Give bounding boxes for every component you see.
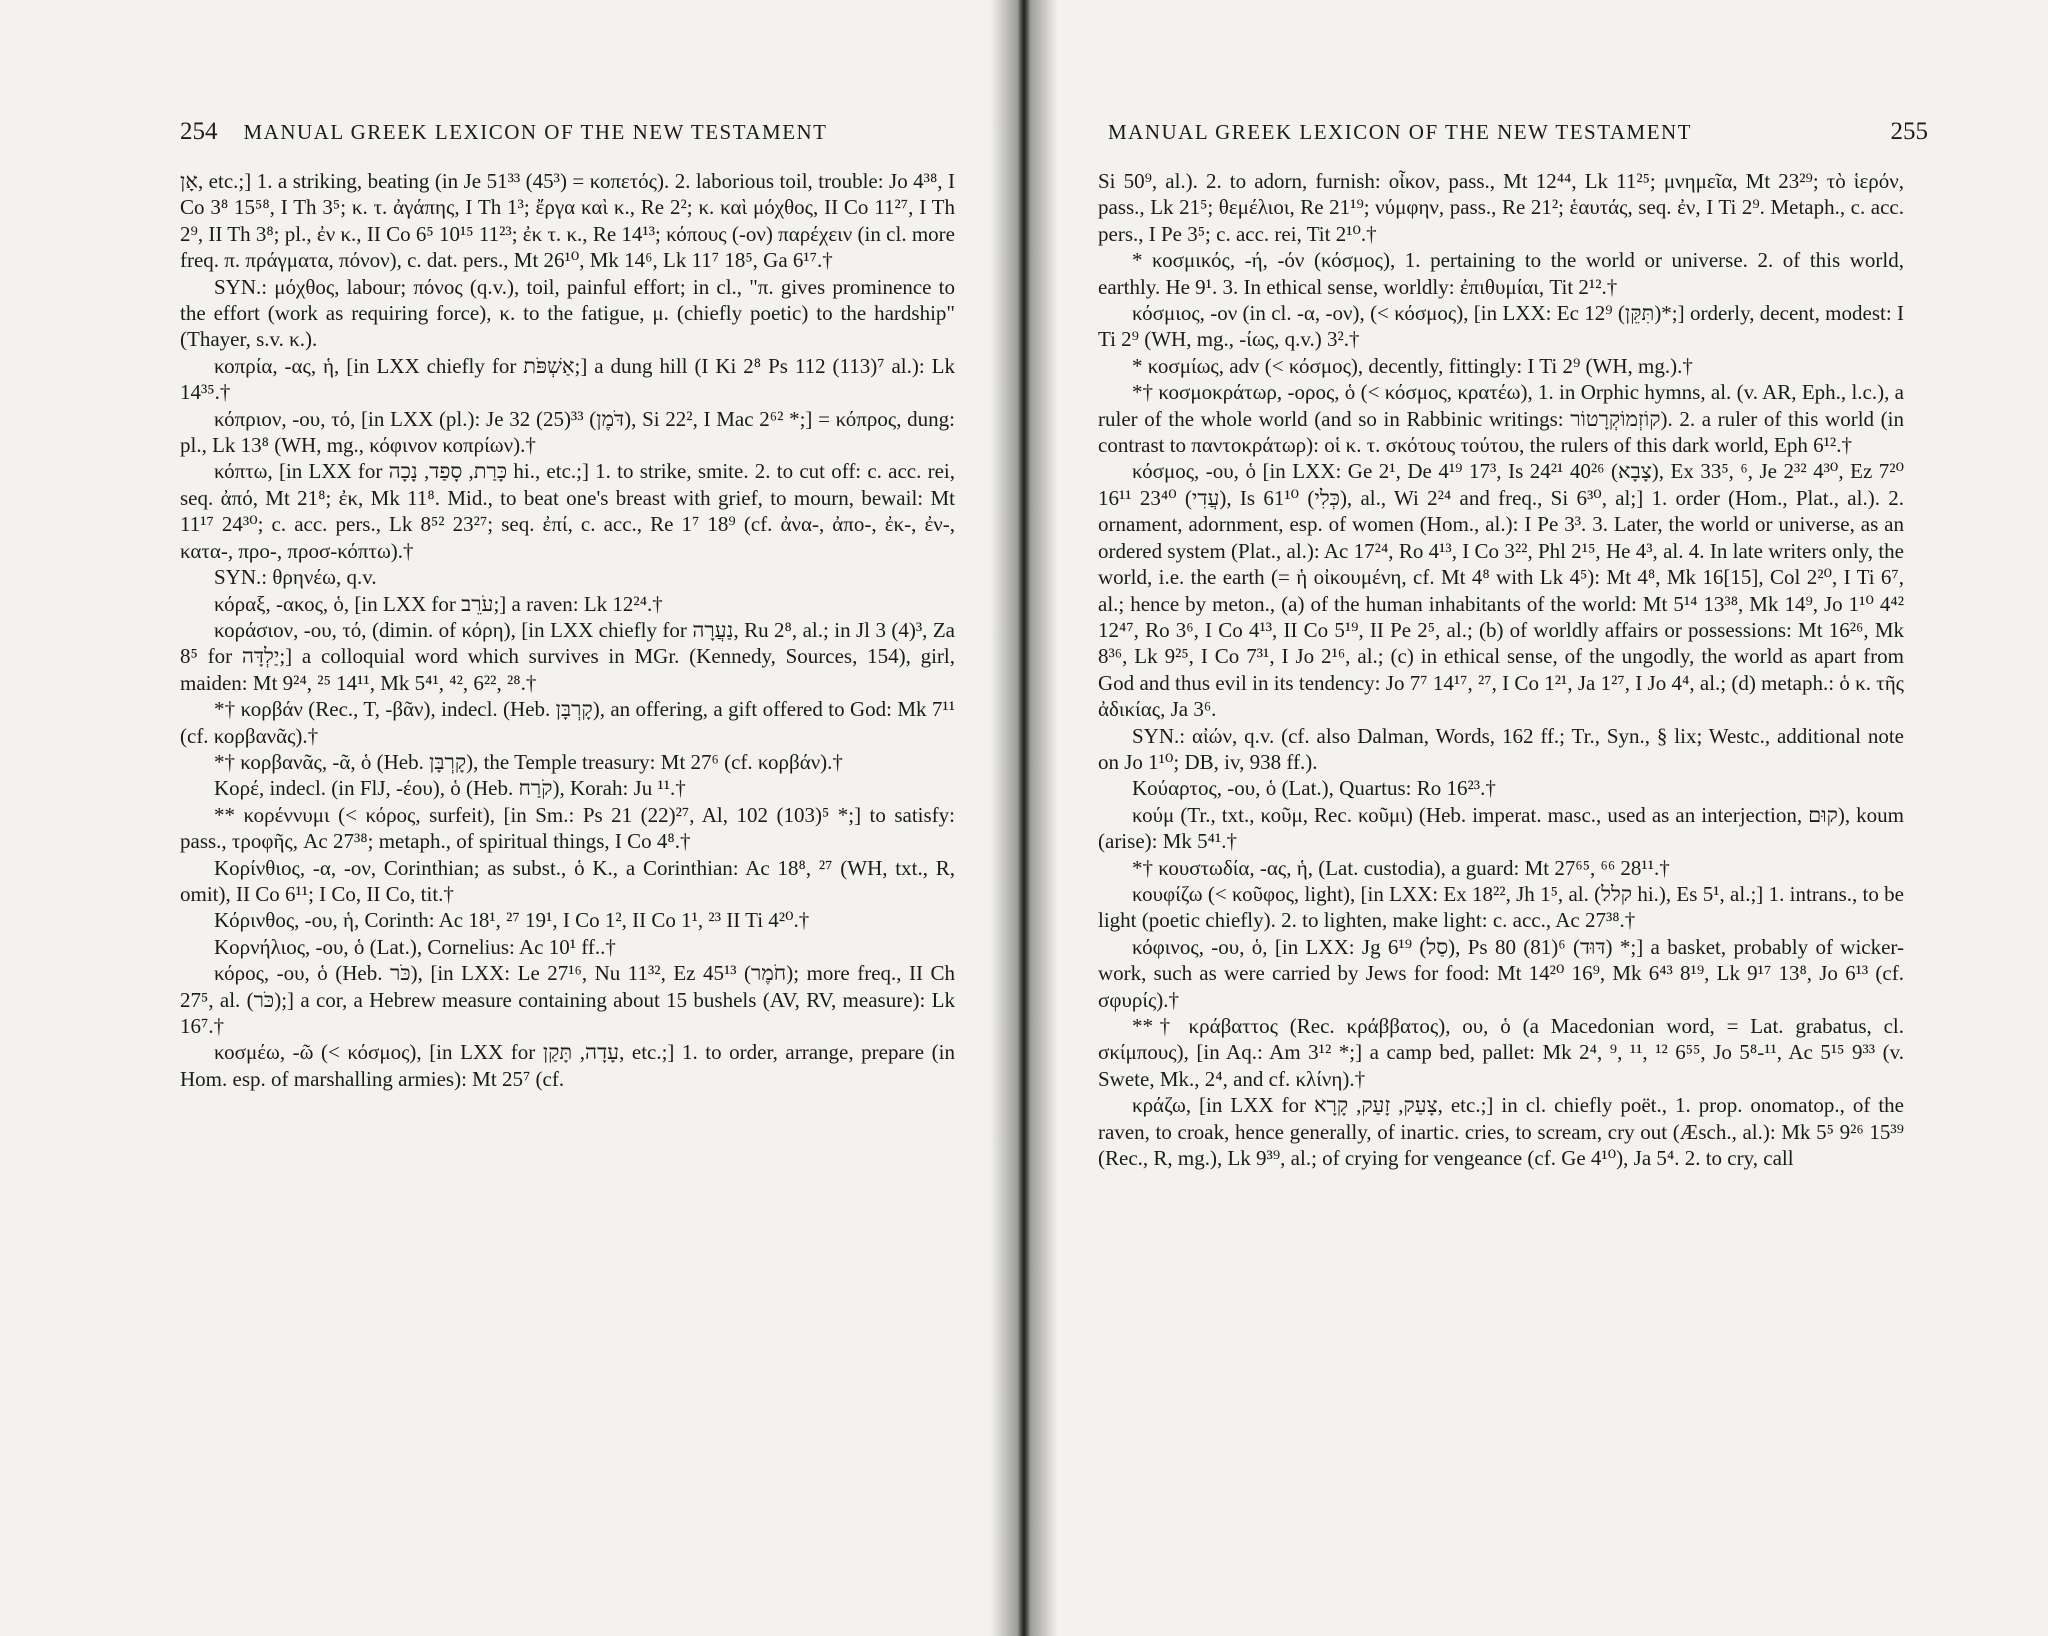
entry-paragraph: *† κουστωδία, -ας, ἡ, (Lat. custodia), a guard: Mt 27⁶⁵, ⁶⁶ 28¹¹.† [1132,855,1670,880]
entry-paragraph: κοράσιον, -ου, τό, (dimin. of κόρη), [in LXX chiefly for נַעֲרָה, Ru 2⁸, al.; in Jl 3 (4)³, Za 8⁵ for יַלְדָּה;] a colloquial word which survives in MGr. (Kennedy, Sources, 154), girl, maiden: Mt 9²⁴, ²⁵ 14¹¹, Mk 5⁴¹, ⁴², 6²², ²⁸.† [180,617,956,695]
entry-paragraph: SYN.: μόχθος, labour; πόνος (q.v.), toil, painful effort; in cl., "π. gives prominence to the effort (work as requiring force), κ. to the fatigue, μ. (chiefly poetic) to the hardship" (Thayer, s.v. κ.). [180,274,955,352]
left-page [0,0,1020,1636]
page-number: 254 [180,118,218,145]
page-number: 255 [1890,118,1928,145]
entry-paragraph: **† κράβαττος (Rec. κράββατος), ου, ὁ (a Macedonian word, = Lat. grabatus, cl. σκίμπους), [in Aq.: Am 3¹² *;] a camp bed, pallet: Mk 2⁴, ⁹, ¹¹, ¹² 6⁵⁵, Jo 5⁸-¹¹, Ac 5¹⁵ 9³³ (v. Swete, Mk., 2⁴, and cf. κλίνη).† [1098,1014,1904,1091]
entry-paragraph: *† κοσμοκράτωρ, -ορος, ὁ (< κόσμος, κρατέω), 1. in Orphic hymns, al. (v. AR, Eph., l.c.), a ruler of the whole world (and so in Rabbinic writings: קוֹזְמוֹקְרָטוֹר). 2. a ruler of this world (in contrast to παντοκράτωρ): οἱ κ. τ. σκότους τούτου, the rulers of this dark world, Eph 6¹².† [1098,380,1904,458]
left-page-header [180,118,960,152]
book-gutter [990,0,1058,1636]
right-page-header [1108,118,1928,152]
entry-paragraph: κόρος, -ου, ὁ (Heb. כֹּר), [in LXX: Le 27¹⁶, Nu 11³², Ez 45¹³ (חֹמֶר); more freq., II Ch 27⁵, al. (כֹּר);] a cor, a Hebrew measure containing about 15 bushels (AV, RV, measure): Lk 16⁷.† [180,961,955,1038]
running-head: MANUAL GREEK LEXICON OF THE NEW TESTAMENT [1108,120,1693,144]
right-page-text [1098,168,1904,1171]
left-page-text [180,168,955,1092]
entry-paragraph: Κόρινθος, -ου, ἡ, Corinth: Ac 18¹, ²⁷ 19¹, I Co 1², II Co 1¹, ²³ II Ti 4²⁰.† [214,908,810,933]
entry-paragraph: Κούαρτος, -ου, ὁ (Lat.), Quartus: Ro 16²³.† [1132,776,1496,801]
entry-paragraph: * κοσμικός, -ή, -όν (κόσμος), 1. pertaining to the world or universe. 2. of this world, earthly. He 9¹. 3. In ethical sense, worldly: ἐπιθυμίαι, Tit 2¹².† [1098,248,1904,299]
entry-paragraph: * κοσμίως, adv (< κόσμος), decently, fittingly: I Ti 2⁹ (WH, mg.).† [1132,353,1693,378]
entry-paragraph: Κορνήλιος, -ου, ὁ (Lat.), Cornelius: Ac 10¹ ff..† [214,934,616,959]
entry-paragraph: κοσμέω, -ῶ (< κόσμος), [in LXX for עָדָה, תָּקַן, etc.;] 1. to order, arrange, prepare (in Hom. esp. of marshalling armies): Mt 25⁷ (cf. [180,1040,955,1091]
entry-paragraph: *† κορβανᾶς, -ᾶ, ὁ (Heb. קָרְבָּן), the Temple treasury: Mt 27⁶ (cf. κορβάν).† [214,749,843,774]
entry-paragraph: κόπτω, [in LXX for כָּרַת, סָפַד, נָכָה hi., etc.;] 1. to strike, smite. 2. to cut off: c. acc. rei, seq. ἀπό, Mt 21⁸; ἐκ, Mk 11⁸. Mid., to beat one's breast with grief, to mourn, bewail: Mt 11¹⁷ 24³⁰; c. acc. pers., Lk 8⁵² 23²⁷; seq. ἐπί, c. acc., Re 1⁷ 18⁹ (cf. ἀνα-, ἀπο-, ἐκ-, ἐν-, κατα-, προ-, προσ-κόπτω).† [180,459,955,563]
entry-paragraph: אָן, etc.;] 1. a striking, beating (in Je 51³³ (45³) = κοπετός). 2. laborious toil, trouble: Jo 4³⁸, I Co 3⁸ 15⁵⁸, I Th 3⁵; κ. τ. ἀγάπης, I Th 1³; ἔργα καὶ κ., Re 2²; κ. καὶ μόχθος, II Co 11²⁷, I Th 2⁹, II Th 3⁸; pl., ἐν κ., II Co 6⁵ 10¹⁵ 11²³; ἐκ τ. κ., Re 14¹³; κόπους (-ον) παρέχειν (in cl. more freq. π. πράγματα, πόνον), c. dat. pers., Mt 26¹⁰, Mk 14⁶, Lk 11⁷ 18⁵, Ga 6¹⁷.† [180,169,955,273]
right-page [1028,0,2048,1636]
entry-paragraph: κούμ (Tr., txt., κοῦμ, Rec. κοῦμι) (Heb. imperat. masc., used as an interjection, קוּם), koum (arise): Mk 5⁴¹.† [1098,802,1904,854]
entry-paragraph: κόραξ, -ακος, ὁ, [in LXX for עֹרֵב;] a raven: Lk 12²⁴.† [214,591,663,616]
entry-paragraph: SYN.: αἰών, q.v. (cf. also Dalman, Words, 162 ff.; Tr., Syn., § lix; Westc., additional note on Jo 1¹⁰; DB, iv, 938 ff.). [1098,723,1904,774]
entry-paragraph: κόφινος, -ου, ὁ, [in LXX: Jg 6¹⁹ (סַל), Ps 80 (81)⁶ (דּוּד) *;] a basket, probably of wicker-work, such as were carried by Jews for food: Mt 14²⁰ 16⁹, Mk 6⁴³ 8¹⁹, Lk 9¹⁷ 13⁸, Jo 6¹³ (cf. σφυρίς).† [1098,934,1904,1012]
entry-paragraph: Κορέ, indecl. (in FlJ, -έου), ὁ (Heb. קֹרַח), Korah: Ju ¹¹.† [214,776,686,801]
entry-paragraph: *† κορβάν (Rec., T, -βᾶν), indecl. (Heb. קָרְבָּן), an offering, a gift offered to God: Mk 7¹¹ (cf. κορβανᾶς).† [180,697,955,748]
entry-paragraph: ** κορέννυμι (< κόρος, surfeit), [in Sm.: Ps 21 (22)²⁷, Al, 102 (103)⁵ *;] to satisfy: pass., τροφῆς, Ac 27³⁸; metaph., of spiritual things, I Co 4⁸.† [180,802,955,854]
entry-paragraph: κόσμιος, -ον (in cl. -α, -ον), (< κόσμος), [in LXX: Ec 12⁹ (תִּקֵּן)*;] orderly, decent, modest: I Ti 2⁹ (WH, mg., -ίως, q.v.) 3².† [1098,301,1904,352]
entry-paragraph: κοπρία, -ας, ἡ, [in LXX chiefly for אַשְׁפֹּת;] a dung hill (I Ki 2⁸ Ps 112 (113)⁷ al.): Lk 14³⁵.† [180,353,955,405]
entry-paragraph: Si 50⁹, al.). 2. to adorn, furnish: οἶκον, pass., Mt 12⁴⁴, Lk 11²⁵; μνημεῖα, Mt 23²⁹; τὸ ἱερόν, pass., Lk 21⁵; θεμέλιοι, Re 21¹⁹; νύμφην, pass., Re 21²; ἑαυτάς, seq. ἐν, I Ti 2⁹. Metaph., c. acc. pers., I Pe 3⁵; c. acc. rei, Tit 2¹⁰.† [1098,169,1904,246]
running-head: MANUAL GREEK LEXICON OF THE NEW TESTAMENT [243,120,828,144]
entry-paragraph: Κορίνθιος, -α, -ον, Corinthian; as subst., ὁ Κ., a Corinthian: Ac 18⁸, ²⁷ (WH, txt., R, omit), II Co 6¹¹; I Co, II Co, tit.† [180,855,955,906]
entry-paragraph: κόσμος, -ου, ὁ [in LXX: Ge 2¹, De 4¹⁹ 17³, Is 24²¹ 40²⁶ (צָבָא), Ex 33⁵, ⁶, Je 2³² 4³⁰, Ez 7²⁰ 16¹¹ 23⁴⁰ (עֲדִי), Is 61¹⁰ (כְּלִי), al., Wi 2²⁴ and freq., Si 6³⁰, al;] 1. order (Hom., Plat., al.). 2. ornament, adornment, esp. of women (Hom., al.): I Pe 3³. 3. Later, the world or universe, as an ordered system (Plat., al.): Ac 17²⁴, Ro 4¹³, I Co 3²², Phl 2¹⁵, He 4³, al. 4. In late writers only, the world, i.e. the earth (= ἡ οἰκουμένη, cf. Mt 4⁸ with Lk 4⁵): Mt 4⁸, Mk 16[15], Col 2²⁰, I Ti 6⁷, al.; hence by meton., (a) of the human inhabitants of the world: Mt 5¹⁴ 13³⁸, Mk 14⁹, Jo 1¹⁰ 4⁴² 12⁴⁷, Ro 3⁶, I Co 4¹³, II Co 5¹⁹, II Pe 2⁵, al.; (b) of worldly affairs or possessions: Mt 16²⁶, Mk 8³⁶, Lk 9²⁵, I Co 7³¹, I Jo 2¹⁶, al.; (c) in ethical sense, of the ungodly, the world as apart from God and thus evil in its tendency: Jo 7⁷ 14¹⁷, ²⁷, I Co 1²¹, Ja 1²⁷, I Jo 4⁴, al.; (d) metaph.: ὁ κ. τῆς ἀδικίας, Ja 3⁶. [1098,459,1904,722]
entry-paragraph: SYN.: θρηνέω, q.v. [214,565,377,590]
entry-paragraph: κόπριον, -ου, τό, [in LXX (pl.): Je 32 (25)³³ (דֹּמֶן), Si 22², I Mac 2⁶² *;] = κόπρος, dung: pl., Lk 13⁸ (WH, mg., κόφινον κοπρίων).† [180,406,955,458]
entry-paragraph: κουφίζω (< κοῦφος, light), [in LXX: Ex 18²², Jh 1⁵, al. (קלל hi.), Es 5¹, al.;] 1. intrans., to be light (poetic chiefly). 2. to lighten, make light: c. acc., Ac 27³⁸.† [1098,881,1905,933]
entry-paragraph: κράζω, [in LXX for צָעַק, זָעַק, קָרָא, etc.;] in cl. chiefly poët., 1. prop. onomatop., of the raven, to croak, hence generally, of inartic. cries, to scream, cry out (Æsch., al.): Mk 5⁵ 9²⁶ 15³⁹ (Rec., R, mg.), Lk 9³⁹, al.; of crying for vengeance (cf. Ge 4¹⁰), Ja 5⁴. 2. to cry, call [1098,1093,1904,1171]
